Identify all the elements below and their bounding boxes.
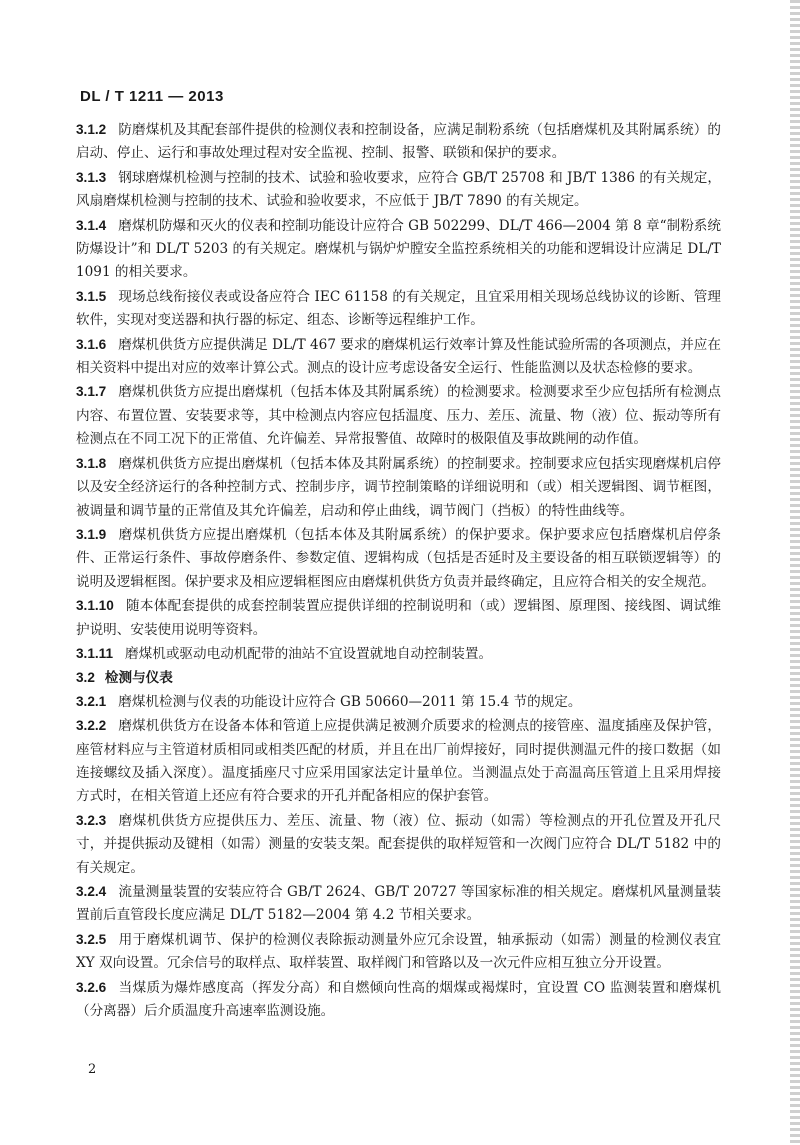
section-number: 3.2: [76, 670, 95, 686]
scan-edge-border: [790, 0, 800, 1145]
clause-text: 磨煤机供货方应提出磨煤机（包括本体及其附属系统）的保护要求。保护要求应包括磨煤机启停条件、正常运行条件、事故停磨条件、参数定值、逻辑构成（包括是否延时及主要设备的相互联锁逻辑等）的说明及逻辑框图。保护要求及相应逻辑框图应由磨煤机供货方负责并最终确定，且应符合相关的安全规范。: [76, 526, 721, 590]
clause-number: 3.1.3: [76, 169, 107, 185]
page-number: 2: [88, 1062, 97, 1077]
clause-number: 3.1.7: [76, 384, 107, 400]
clause-number: 3.1.9: [76, 526, 107, 542]
clause-3-1-6: [76, 333, 721, 381]
clause-3-2-3: [76, 809, 721, 880]
clause-number: 3.2.5: [76, 931, 107, 947]
clause-3-1-11: [76, 642, 721, 666]
clause-number: 3.1.5: [76, 288, 107, 304]
clause-3-1-9: [76, 523, 721, 594]
clause-text: 磨煤机供货方在设备本体和管道上应提供满足被测介质要求的检测点的接管座、温度插座及保护管，座管材料应与主管道材质相同或相类匹配的材质，并且在出厂前焊接好，同时提供测温元件的接口数据（如连接螺纹及插入深度）。温度插座尺寸应采用国家法定计量单位。当测温点处于高温高压管道上且采用焊接方式时，在相关管道上还应有符合要求的开孔并配备相应的保护套管。: [76, 718, 721, 805]
clause-text: 磨煤机防爆和灭火的仪表和控制功能设计应符合 GB 502299、DL/T 466—2004 第 8 章“制粉系统防爆设计”和 DL/T 5203 的有关规定。磨煤机与锅炉炉膛安全监控系统相关的功能和逻辑设计应满足 DL/T 1091 的相关要求。: [76, 217, 721, 281]
clause-3-1-5: [76, 285, 721, 333]
clause-number: 3.2.3: [76, 812, 107, 828]
section-heading: [76, 666, 721, 689]
clause-text: 用于磨煤机调节、保护的检测仪表除振动测量外应冗余设置，轴承振动（如需）测量的检测仪表宜 XY 双向设置。冗余信号的取样点、取样装置、取样阀门和管路以及一次元件应相互独立分开设置。: [76, 931, 721, 972]
clause-3-1-2: [76, 118, 721, 166]
clause-text: 磨煤机供货方应提出磨煤机（包括本体及其附属系统）的检测要求。检测要求至少应包括所有检测点内容、布置位置、安装要求等，其中检测点内容应包括温度、压力、差压、流量、物（液）位、振动等所有检测点在不同工况下的正常值、允许偏差、异常报警值、故障时的极限值及事故跳闸的动作值。: [76, 384, 721, 448]
clause-text: 磨煤机或驱动电动机配带的油站不宜设置就地自动控制装置。: [125, 645, 493, 662]
clause-number: 3.1.8: [76, 455, 107, 471]
clause-number: 3.1.4: [76, 217, 107, 233]
clause-text: 当煤质为爆炸感度高（挥发分高）和自燃倾向性高的烟煤或褐煤时，宜设置 CO 监测装置和磨煤机（分离器）后介质温度升高速率监测设施。: [76, 979, 721, 1020]
clause-3-1-4: [76, 214, 721, 285]
clause-3-1-8: [76, 452, 721, 523]
document-body: [76, 118, 721, 1023]
clause-number: 3.1.6: [76, 336, 107, 352]
clause-number: 3.1.2: [76, 122, 107, 137]
clause-3-2-1: [76, 690, 721, 714]
document-code-header: DL / T 1211 — 2013: [80, 88, 224, 105]
clause-3-1-3: [76, 166, 721, 214]
clause-3-2-6: [76, 976, 721, 1024]
clause-number: 3.2.4: [76, 884, 107, 899]
clause-number: 3.1.10: [76, 598, 114, 614]
clause-3-1-7: [76, 380, 721, 451]
clause-3-2-5: [76, 928, 721, 976]
clause-text: 钢球磨煤机检测与控制的技术、试验和验收要求，应符合 GB/T 25708 和 JB/T 1386 的有关规定，风扇磨煤机检测与控制的技术、试验和验收要求，不应低于 JB/T 7890 的有关规定。: [76, 169, 721, 210]
clause-text: 磨煤机供货方应提出磨煤机（包括本体及其附属系统）的控制要求。控制要求应包括实现磨煤机启停以及安全经济运行的各种控制方式、控制步序，调节控制策略的详细说明和（或）相关逻辑图、调节框图，被调量和调节量的正常值及其允许偏差，启动和停止曲线，调节阀门（挡板）的特性曲线等。: [76, 455, 721, 519]
clause-number: 3.1.11: [76, 645, 114, 661]
clause-3-1-10: [76, 594, 721, 642]
clause-text: 现场总线衔接仪表或设备应符合 IEC 61158 的有关规定，且宜采用相关现场总线协议的诊断、管理软件，实现对变送器和执行器的标定、组态、诊断等远程维护工作。: [76, 288, 721, 329]
clause-text: 磨煤机供货方应提供压力、差压、流量、物（液）位、振动（如需）等检测点的开孔位置及开孔尺寸，并提供振动及键相（如需）测量的安装支架。配套提供的取样短管和一次阀门应符合 DL/T 5182 中的有关规定。: [76, 812, 721, 876]
section-title: 检测与仪表: [104, 670, 173, 686]
clause-number: 3.2.1: [76, 693, 107, 709]
clause-text: 磨煤机检测与仪表的功能设计应符合 GB 50660—2011 第 15.4 节的规定。: [118, 693, 582, 710]
clause-number: 3.2.2: [76, 718, 107, 734]
clause-text: 随本体配套提供的成套控制装置应提供详细的控制说明和（或）逻辑图、原理图、接线图、调试维护说明、安装使用说明等资料。: [76, 598, 721, 638]
clause-text: 磨煤机供货方应提供满足 DL/T 467 要求的磨煤机运行效率计算及性能试验所需的各项测点，并应在相关资料中提出对应的效率计算公式。测点的设计应考虑设备安全运行、性能监测以及状态检修的要求。: [76, 336, 721, 377]
clause-text: 流量测量装置的安装应符合 GB/T 2624、GB/T 20727 等国家标准的相关规定。磨煤机风量测量装置前后直管段长度应满足 DL/T 5182—2004 第 4.2 节相关要求。: [76, 884, 721, 924]
clause-3-2-4: [76, 880, 721, 928]
clause-text: 防磨煤机及其配套部件提供的检测仪表和控制设备，应满足制粉系统（包括磨煤机及其附属系统）的启动、停止、运行和事故处理过程对安全监视、控制、报警、联锁和保护的要求。: [76, 122, 721, 162]
clause-number: 3.2.6: [76, 979, 107, 995]
clause-3-2-2: [76, 714, 721, 809]
